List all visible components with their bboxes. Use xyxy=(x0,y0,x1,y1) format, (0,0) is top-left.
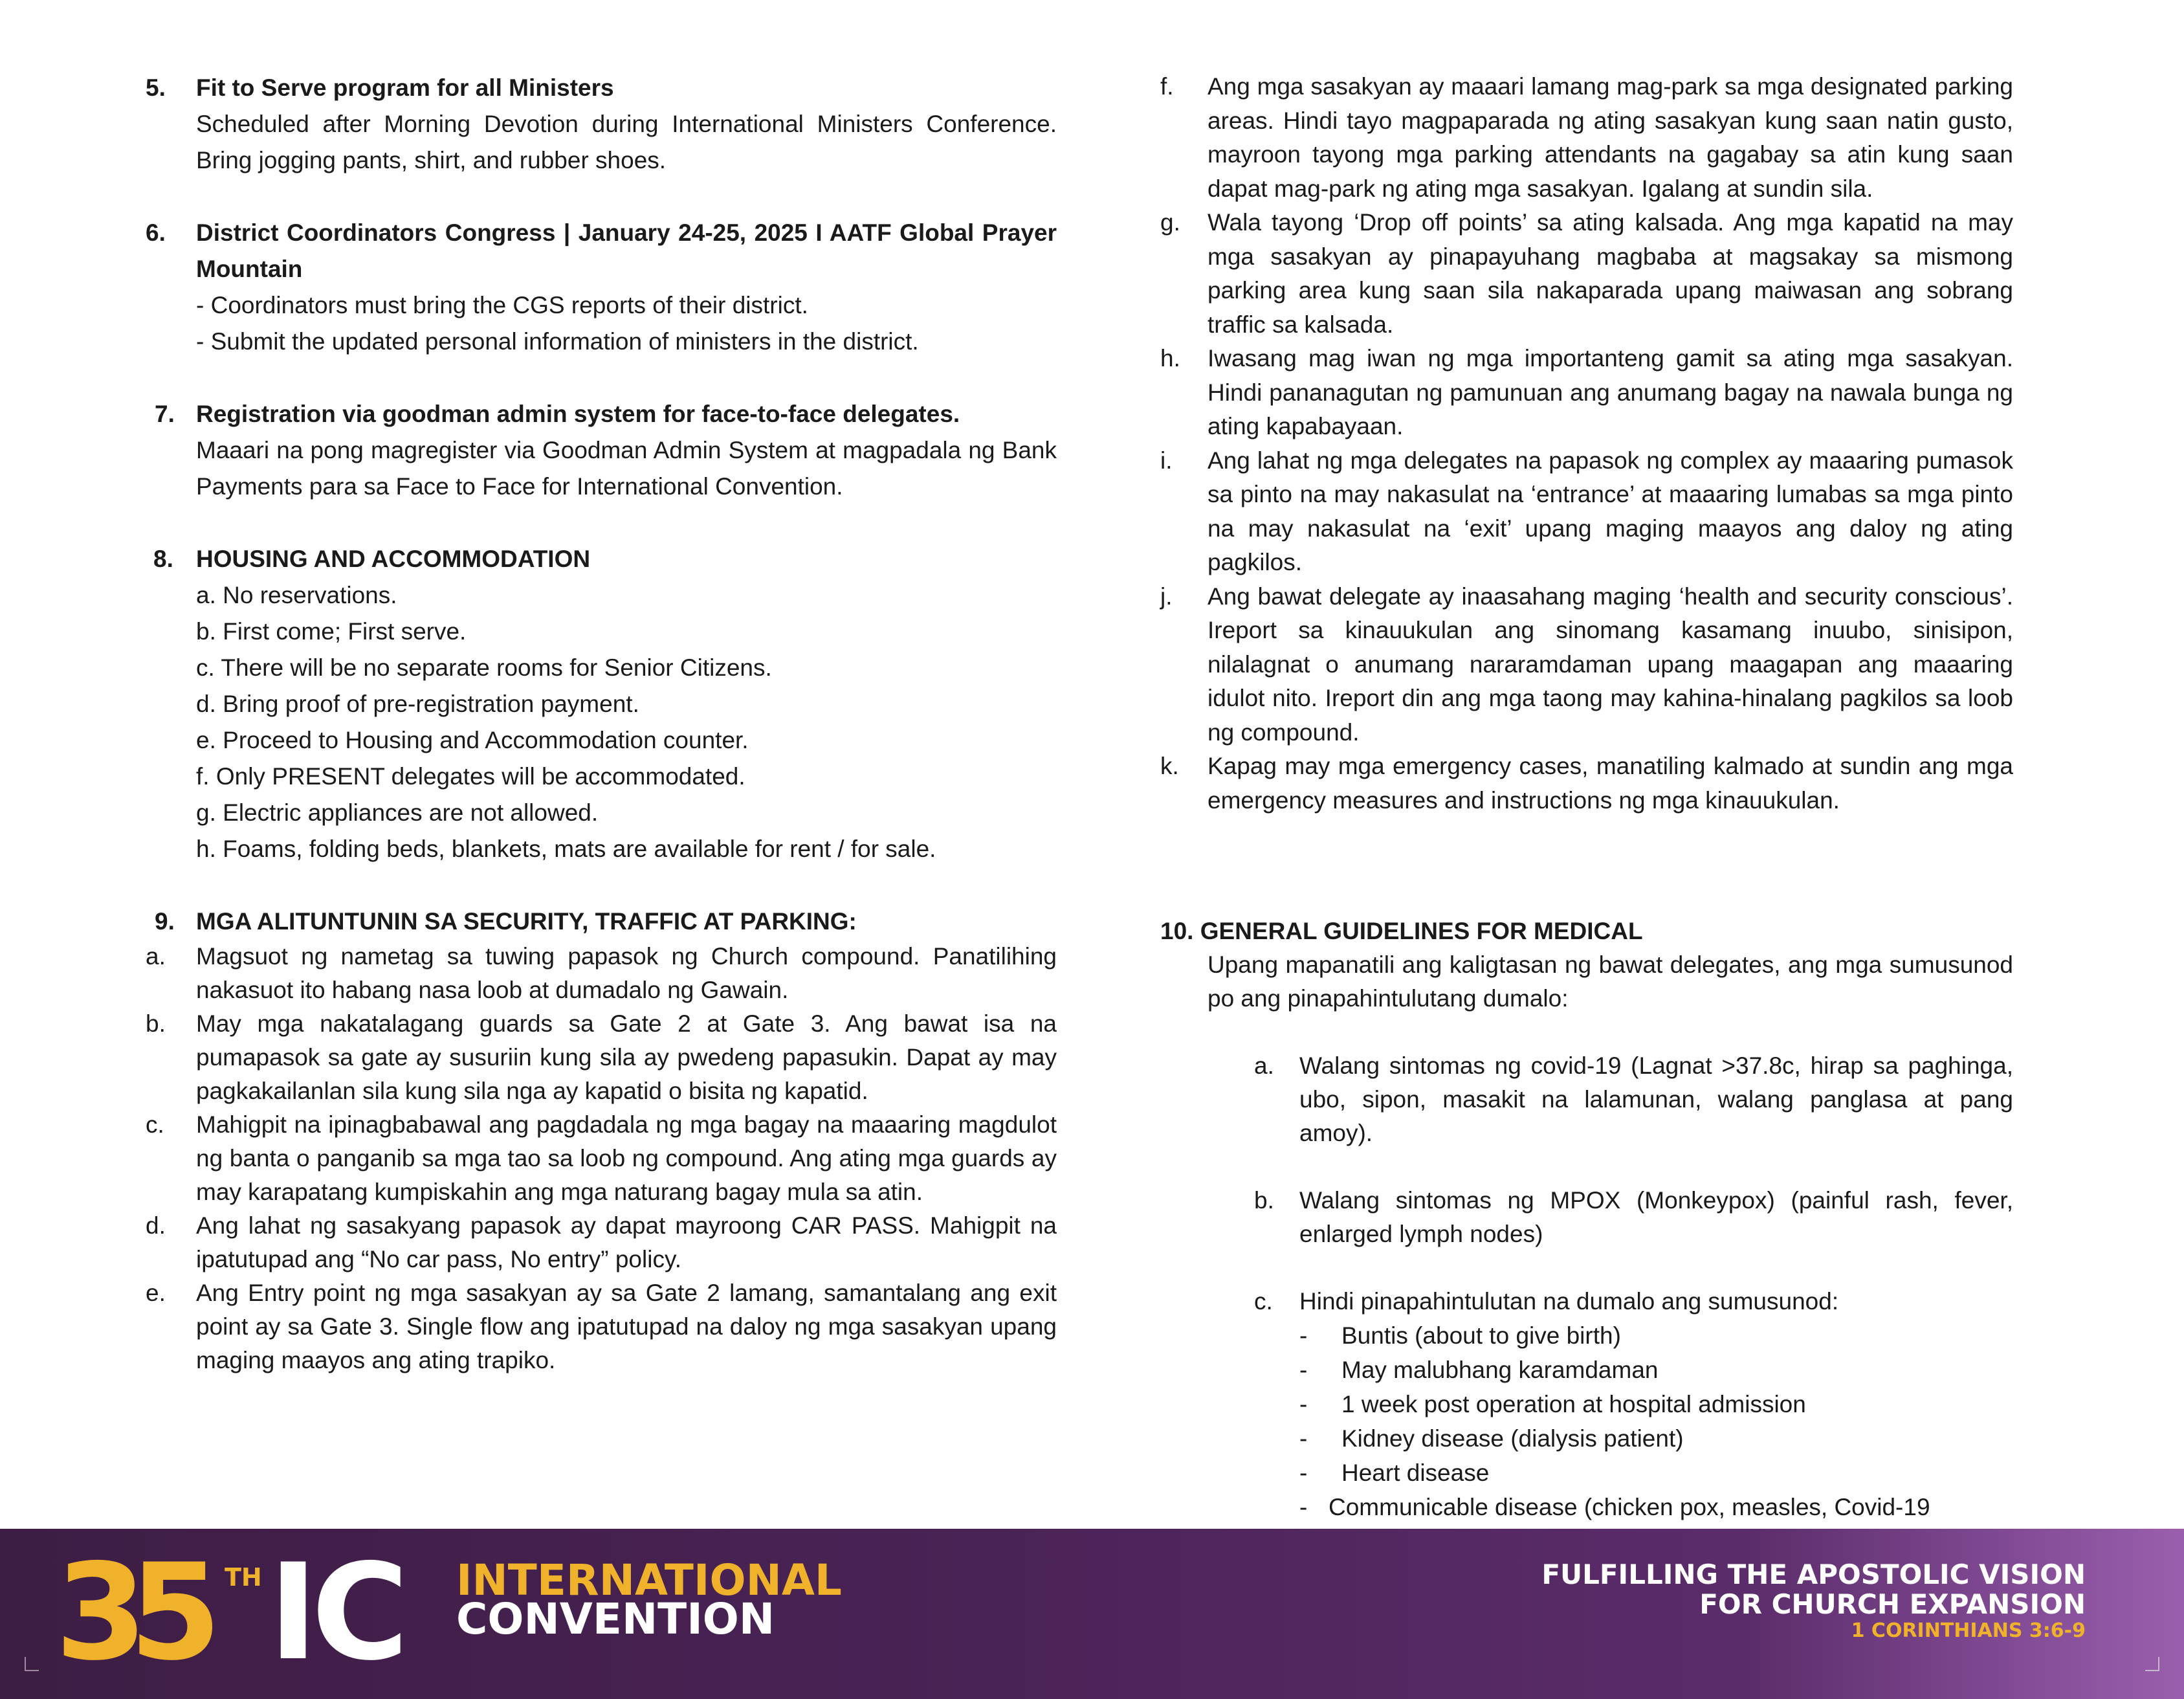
section-7 xyxy=(146,396,1057,505)
list-item xyxy=(1160,206,2013,342)
section-title: MGA ALITUNTUNIN SA SECURITY, TRAFFIC AT PARKING: xyxy=(196,908,857,935)
section-body: Upang mapanatili ang kaligtasan ng bawat delegates, ang mga sumusunod po ang pinapahintulutang dumalo: xyxy=(1208,951,2013,1012)
tagline-line-1: FULFILLING THE APOSTOLIC VISION xyxy=(1541,1559,2086,1590)
list-item: - Submit the updated personal information of ministers in the district. xyxy=(196,328,919,355)
section-title: Fit to Serve program for all Ministers xyxy=(196,74,614,101)
footer-banner xyxy=(0,1529,2184,1699)
list-item xyxy=(1160,1387,2013,1421)
list-marker: c. xyxy=(146,1111,164,1138)
dash-marker: - xyxy=(1299,1460,1308,1486)
left-column xyxy=(146,70,1057,1414)
list-text: Mahigpit na ipinagbabawal ang pagdadala ng mga bagay na maaaring magdulot ng banta o panganib sa mga tao sa loob ng compound. Ang ating mga guards ay may karapatang kumpiskahin ang mga naturang bagay mula sa atin. xyxy=(196,1111,1057,1205)
list-item: d. Bring proof of pre-registration payment. xyxy=(196,691,639,717)
crop-mark-icon xyxy=(25,1657,39,1671)
right-column xyxy=(1160,70,2013,1559)
list-text: Buntis (about to give birth) xyxy=(1341,1322,1621,1349)
list-item: e. Proceed to Housing and Accommodation counter. xyxy=(196,727,749,753)
list-item: f. Only PRESENT delegates will be accommodated. xyxy=(196,763,745,790)
tagline xyxy=(1541,1560,2086,1643)
convention-logo xyxy=(55,1548,456,1678)
section-title: District Coordinators Congress | January 24-25, 2025 I AATF Global Prayer Mountain xyxy=(196,219,1057,282)
list-item xyxy=(1160,1421,2013,1456)
list-item xyxy=(1160,1318,2013,1353)
list-item xyxy=(146,1276,1057,1377)
list-text: Kapag may mga emergency cases, manatiling kalmado at sundin ang mga emergency measures and instructions ng mga kinauukulan. xyxy=(1208,753,2013,814)
list-text: Communicable disease (chicken pox, measles, Covid-19 xyxy=(1329,1494,1930,1520)
list-item: c. There will be no separate rooms for Senior Citizens. xyxy=(196,654,772,681)
list-item xyxy=(1160,1285,2013,1318)
list-marker: a. xyxy=(146,943,166,970)
list-text: Wala tayong ‘Drop off points’ sa ating kalsada. Ang mga kapatid na may mga sasakyan ay pinapayuhang magbaba at magsakay sa mismong parking area kung saan sila nakaparada upang maiwasan ang sobrang traffic sa kalsada. xyxy=(1208,209,2013,338)
section-9 xyxy=(146,904,1057,1377)
list-text: Ang lahat ng sasakyang papasok ay dapat mayroong CAR PASS. Mahigpit na ipatutupad ang “No car pass, No entry” policy. xyxy=(196,1212,1057,1272)
dash-marker: - xyxy=(1299,1357,1308,1383)
section-8 xyxy=(146,541,1057,867)
list-item xyxy=(146,1209,1057,1276)
list-item: a. No reservations. xyxy=(196,582,397,608)
list-item xyxy=(146,1108,1057,1209)
crop-mark-icon xyxy=(2145,1657,2159,1671)
list-text: Ang lahat ng mga delegates na papasok ng complex ay maaaring pumasok sa pinto na may nakasulat na ‘entrance’ at maaaring lumabas sa mga pinto na may nakasulat na ‘exit’ upang maging maayos ang daloy ng ating pagkilos. xyxy=(1208,447,2013,575)
list-text: Iwasang mag iwan ng mga importanteng gamit sa ating mga sasakyan. Hindi pananagutan ng pamunuan ang anumang bagay na nawala bunga ng ating kapabayaan. xyxy=(1208,345,2013,439)
section-number: 6. xyxy=(146,219,166,246)
section-number: 5. xyxy=(146,74,166,101)
list-text: Ang bawat delegate ay inaasahang maging ‘health and security conscious’. Ireport sa kinauukulan ang sinomang kasamang inuubo, sinisipon, nilalagnat o anumang nararamdaman upang maagapan ang maaaring idulot nito. Ireport din ang mga taong may kahina-hinalang pagkilos sa loob ng compound. xyxy=(1208,583,2013,746)
title-line-2: CONVENTION xyxy=(456,1594,775,1644)
section-6 xyxy=(146,215,1057,360)
list-item xyxy=(1160,70,2013,206)
list-item: h. Foams, folding beds, blankets, mats are available for rent / for sale. xyxy=(196,836,936,862)
list-item xyxy=(1160,750,2013,817)
tagline-line-2: FOR CHURCH EXPANSION xyxy=(1699,1588,2086,1620)
list-item: b. First come; First serve. xyxy=(196,618,467,645)
section-10 xyxy=(1160,915,2013,1559)
list-marker: a. xyxy=(1254,1052,1274,1079)
list-marker: k. xyxy=(1160,753,1179,779)
title-line-1: INTERNATIONAL xyxy=(456,1555,842,1605)
logo-ic: IC xyxy=(269,1548,403,1678)
section-body: Scheduled after Morning Devotion during International Ministers Conference. Bring jogging pants, shirt, and rubber shoes. xyxy=(196,111,1057,173)
list-item: - Coordinators must bring the CGS reports of their district. xyxy=(196,292,808,318)
list-item xyxy=(1160,1049,2013,1150)
list-item xyxy=(1160,1184,2013,1251)
list-marker: j. xyxy=(1160,583,1173,610)
section-number: 7. xyxy=(155,401,175,427)
list-item xyxy=(1160,444,2013,580)
list-item xyxy=(1160,1456,2013,1490)
list-text: Ang mga sasakyan ay maaari lamang mag-park sa mga designated parking areas. Hindi tayo magpaparada ng ating sasakyan kung saan natin gusto, mayroon tayong mga parking attendants na gagabay sa atin kung saan dapat mag-park ng ating mga sasakyan. Igalang at sundin sila. xyxy=(1208,73,2013,202)
bible-verse: 1 CORINTHIANS 3:6-9 xyxy=(1851,1619,2086,1642)
list-marker: c. xyxy=(1254,1288,1273,1315)
dash-marker: - xyxy=(1299,1322,1308,1349)
list-marker: i. xyxy=(1160,447,1173,474)
list-marker: e. xyxy=(146,1280,166,1306)
list-text: Walang sintomas ng covid-19 (Lagnat >37.8c, hirap sa paghinga, ubo, sipon, masakit na lalamunan, walang panglasa at pang amoy). xyxy=(1299,1052,2013,1146)
list-item xyxy=(1160,1353,2013,1387)
list-text: Walang sintomas ng MPOX (Monkeypox) (painful rash, fever, enlarged lymph nodes) xyxy=(1299,1187,2013,1247)
list-item xyxy=(1160,580,2013,750)
logo-superscript: TH xyxy=(225,1563,262,1592)
list-marker: g. xyxy=(1160,209,1180,236)
dash-marker: - xyxy=(1299,1391,1308,1417)
list-text: May malubhang karamdaman xyxy=(1341,1357,1659,1383)
logo-number: 35 xyxy=(55,1548,204,1678)
section-title: 10. GENERAL GUIDELINES FOR MEDICAL xyxy=(1160,918,1643,944)
dash-marker: - xyxy=(1299,1425,1308,1452)
list-item xyxy=(146,940,1057,1007)
list-text: 1 week post operation at hospital admission xyxy=(1341,1391,1806,1417)
section-5 xyxy=(146,70,1057,179)
list-marker: b. xyxy=(146,1010,166,1037)
list-item xyxy=(146,1007,1057,1108)
section-number: 8. xyxy=(153,546,173,572)
list-marker: f. xyxy=(1160,73,1174,100)
list-text: May mga nakatalagang guards sa Gate 2 at Gate 3. Ang bawat isa na pumapasok sa gate ay susuriin kung sila ay pwedeng papasukin. Dapat ay may pagkakailanlan sila kung sila nga ay kapatid o bisita ng kapatid. xyxy=(196,1010,1057,1104)
list-item xyxy=(1160,342,2013,444)
spacer xyxy=(1160,817,2013,915)
list-text: Kidney disease (dialysis patient) xyxy=(1341,1425,1684,1452)
list-item: g. Electric appliances are not allowed. xyxy=(196,799,599,826)
section-number: 9. xyxy=(155,908,175,935)
convention-title xyxy=(456,1555,842,1644)
list-text: Ang Entry point ng mga sasakyan ay sa Gate 2 lamang, samantalang ang exit point ay sa Gate 3. Single flow ang ipatutupad na daloy ng mga sasakyan upang maging maayos ang ating trapiko. xyxy=(196,1280,1057,1373)
list-marker: b. xyxy=(1254,1187,1274,1214)
section-title: HOUSING AND ACCOMMODATION xyxy=(196,546,591,572)
list-text: Heart disease xyxy=(1341,1460,1490,1486)
section-body: Maaari na pong magregister via Goodman Admin System at magpadala ng Bank Payments para sa Face to Face for International Convention. xyxy=(196,437,1057,500)
list-text: Hindi pinapahintulutan na dumalo ang sumusunod: xyxy=(1299,1288,1839,1315)
list-marker: h. xyxy=(1160,345,1180,372)
list-text: Magsuot ng nametag sa tuwing papasok ng Church compound. Panatilihing nakasuot ito habang nasa loob at dumadalo ng Gawain. xyxy=(196,943,1057,1003)
dash-marker: - xyxy=(1299,1494,1308,1520)
section-title: Registration via goodman admin system for face-to-face delegates. xyxy=(196,401,960,427)
list-marker: d. xyxy=(146,1212,166,1239)
